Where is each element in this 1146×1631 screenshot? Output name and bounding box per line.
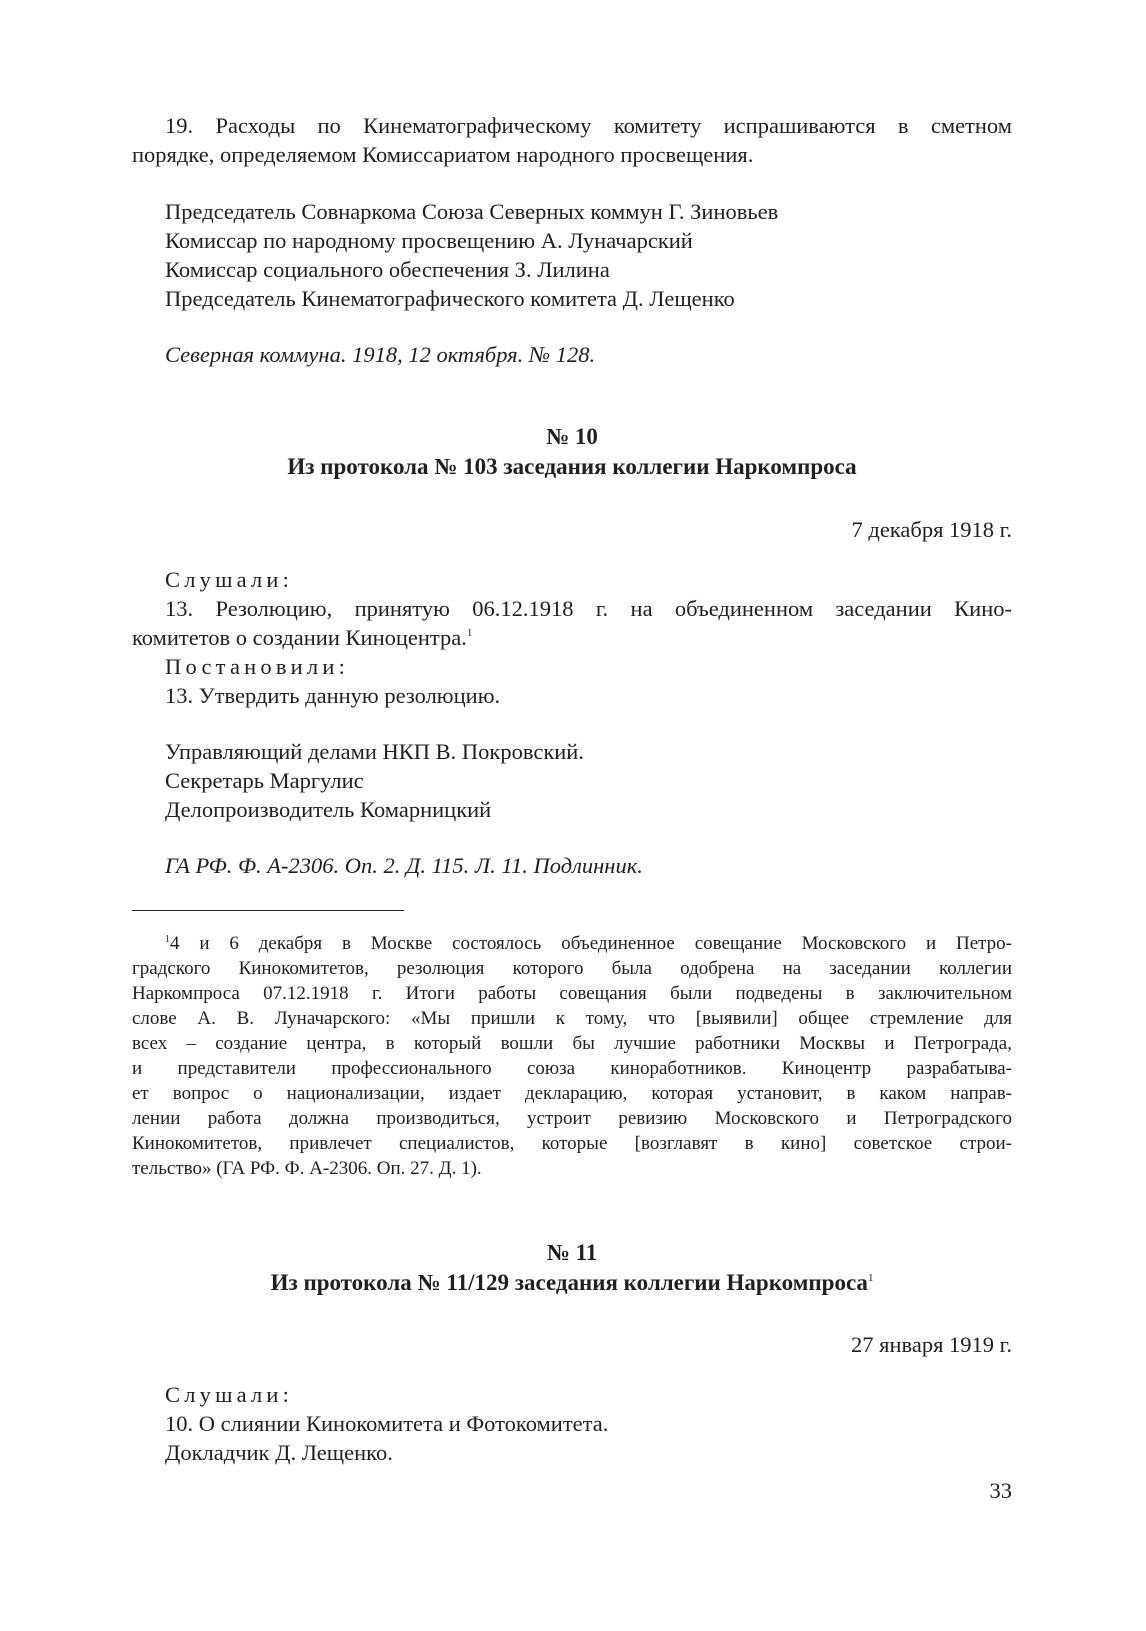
heard-text: 10. О слиянии Кинокомитета и Фотокомитета. [165,1411,609,1436]
footnote-line: тельство» (ГА РФ. Ф. А-2306. Оп. 27. Д. 1). [132,1158,482,1179]
footnote-ref: 1 [867,1272,874,1284]
footnote-line: слове А. В. Луначарского: «Мы пришли к тому, что [выявили] общее стремление для [132,1008,1012,1029]
resolved-label: Постановили: [165,654,350,679]
heard-text-line-1: 13. Резолюцию, принятую 06.12.1918 г. на объединенном заседании Кино- [165,596,1012,621]
document-page [132,0,1012,1631]
signature-line: Комиссар социального обеспечения З. Лилина [165,257,610,282]
footnote-separator [132,910,404,911]
signature-line: Управляющий делами НКП В. Покровский. [165,739,584,764]
signature-line: Комиссар по народному просвещению А. Луначарский [165,228,693,253]
footnote-line: и представители профессионального союза киноработников. Киноцентр разрабатыва- [132,1058,1012,1079]
document-number: № 10 [546,424,598,449]
footnote-line: лении работа должна производиться, устроит ревизию Московского и Петроградского [132,1108,1012,1129]
footnote-ref: 1 [466,627,473,639]
footnote-line: ет вопрос о национализации, издает декларацию, которая установит, в каком направ- [132,1083,1012,1104]
signature-line: Секретарь Маргулис [165,768,364,793]
footnote-line: всех – создание центра, в который вошли бы лучшие работники Москвы и Петрограда, [132,1033,1012,1054]
document-date: 7 декабря 1918 г. [851,517,1012,542]
item-19-line-2: порядке, определяемом Комиссариатом народного просвещения. [132,142,754,167]
footnote-line: Кинокомитетов, привлечет специалистов, которые [возглавят в кино] советское строи- [132,1133,1012,1154]
heard-label: Слушали: [165,567,294,592]
footnote-line: $^1$4 и 6 декабря в Москве состоялось объединенное совещание Московского и Петро- [165,933,1012,954]
signature-line: Председатель Совнаркома Союза Северных коммун Г. Зиновьев [165,199,779,224]
speaker-line: Докладчик Д. Лещенко. [165,1440,393,1465]
footnote-line: Наркомпроса 07.12.1918 г. Итоги работы совещания были подведены в заключительном [132,983,1012,1004]
document-number: № 11 [546,1240,598,1265]
document-date: 27 января 1919 г. [851,1332,1012,1357]
item-19-line-1: 19. Расходы по Кинематографическому комитету испрашиваются в сметном [165,113,1012,138]
source-citation: ГА РФ. Ф. А-2306. Оп. 2. Д. 115. Л. 11. Подлинник. [165,853,643,878]
signature-line: Председатель Кинематографического комитета Д. Лещенко [165,286,735,311]
document-title: Из протокола № 103 заседания коллегии Наркомпроса [287,454,857,479]
signature-line: Делопроизводитель Комарницкий [165,797,492,822]
document-title: Из протокола № 11/129 заседания коллегии Наркомпроса$^1$ [270,1270,874,1295]
source-citation: Северная коммуна. 1918, 12 октября. № 128. [165,342,596,367]
page-number: 33 [989,1478,1012,1503]
footnote-line: градского Кинокомитетов, резолюция которого была одобрена на заседании коллегии [132,958,1012,979]
resolved-text: 13. Утвердить данную резолюцию. [165,683,501,708]
footnote-marker: 1 [165,934,170,945]
heard-label: Слушали: [165,1382,294,1407]
heard-text-line-2: комитетов о создании Киноцентра.$^1$ [132,625,473,650]
